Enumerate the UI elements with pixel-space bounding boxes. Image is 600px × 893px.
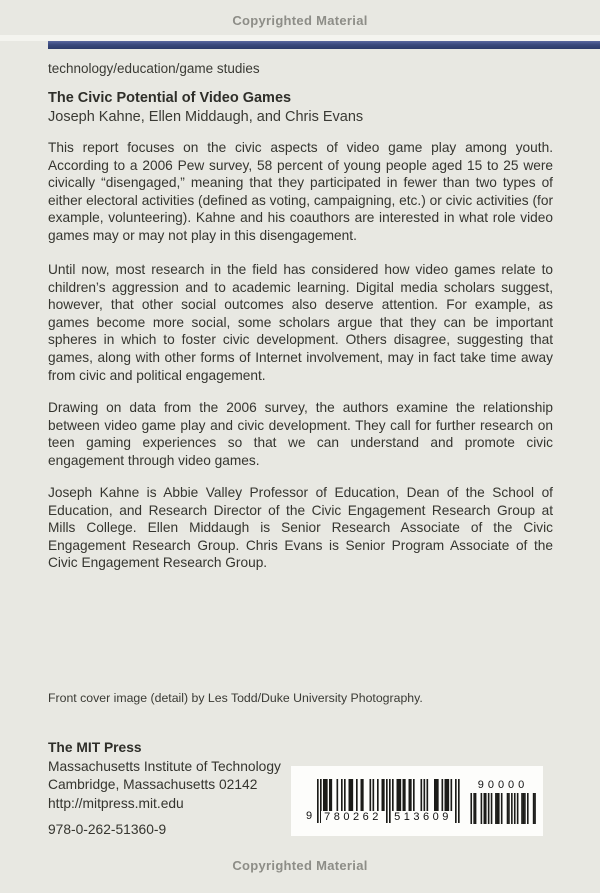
cover-image-credit: Front cover image (detail) by Les Todd/Duke University Photography.	[48, 691, 423, 705]
category-label: technology/education/game studies	[48, 61, 260, 76]
synopsis-paragraph-1: This report focuses on the civic aspects of video game play among youth. According to a 2006 Pew survey, 58 percent of young people aged 15 to 25 were civically “disengaged,” meaning that they participated in fewer than two types of either electoral activities (defined as voting, campaigning, etc.) or civic activities (for example, volunteering). Kahne and his coauthors are interested in what role video games may or may not play in this disengagement.	[48, 140, 553, 243]
barcode-digits-left: 780262	[321, 811, 385, 824]
book-authors: Joseph Kahne, Ellen Middaugh, and Chris Evans	[48, 108, 364, 125]
barcode-ean5	[469, 779, 537, 825]
publisher-block	[48, 739, 308, 813]
navy-accent-bar	[48, 41, 600, 49]
top-copyright-label: Copyrighted Material	[232, 13, 368, 28]
barcode-digits-right: 513609	[391, 811, 455, 824]
synopsis-paragraph-2: Until now, most research in the field has considered how video games relate to children’s aggression and to academic learning. Digital media scholars suggest, however, that other social outcomes also deserve attention. For example, as games become more social, some scholars argue that they can be important spheres in which to foster civic development. Others disagree, suggesting that games, along with other forms of Internet involvement, may in fact take time away from civic and political engagement.	[48, 262, 553, 383]
publisher-name: The MIT Press	[48, 740, 142, 755]
publisher-url: http://mitpress.mit.edu	[48, 795, 184, 811]
isbn-label: 978-0-262-51360-9	[48, 822, 167, 837]
barcode-prefix-digit: 9	[305, 810, 313, 822]
publisher-institution: Massachusetts Institute of Technology	[48, 758, 281, 774]
barcode-ean13	[305, 779, 461, 825]
barcode-supplement-value: 90000	[477, 779, 529, 791]
bottom-copyright-label: Copyrighted Material	[232, 858, 368, 873]
barcode-panel	[291, 766, 543, 836]
barcode-ean5-bars	[469, 793, 537, 824]
author-bio-paragraph: Joseph Kahne is Abbie Valley Professor of Education, Dean of the School of Education, and Research Director of the Civic Engagement Research Group at Mills College. Ellen Middaugh is Senior Research Associate of the Civic Engagement Research Group. Chris Evans is Senior Program Associate of the Civic Engagement Research Group.	[48, 485, 553, 571]
book-title: The Civic Potential of Video Games	[48, 90, 292, 106]
publisher-address: Cambridge, Massachusetts 02142	[48, 777, 258, 793]
synopsis-paragraph-3: Drawing on data from the 2006 survey, the authors examine the relationship between video game play and civic development. They call for further research on teen gaming experiences so that we can understand and promote civic engagement through video games.	[48, 400, 553, 468]
